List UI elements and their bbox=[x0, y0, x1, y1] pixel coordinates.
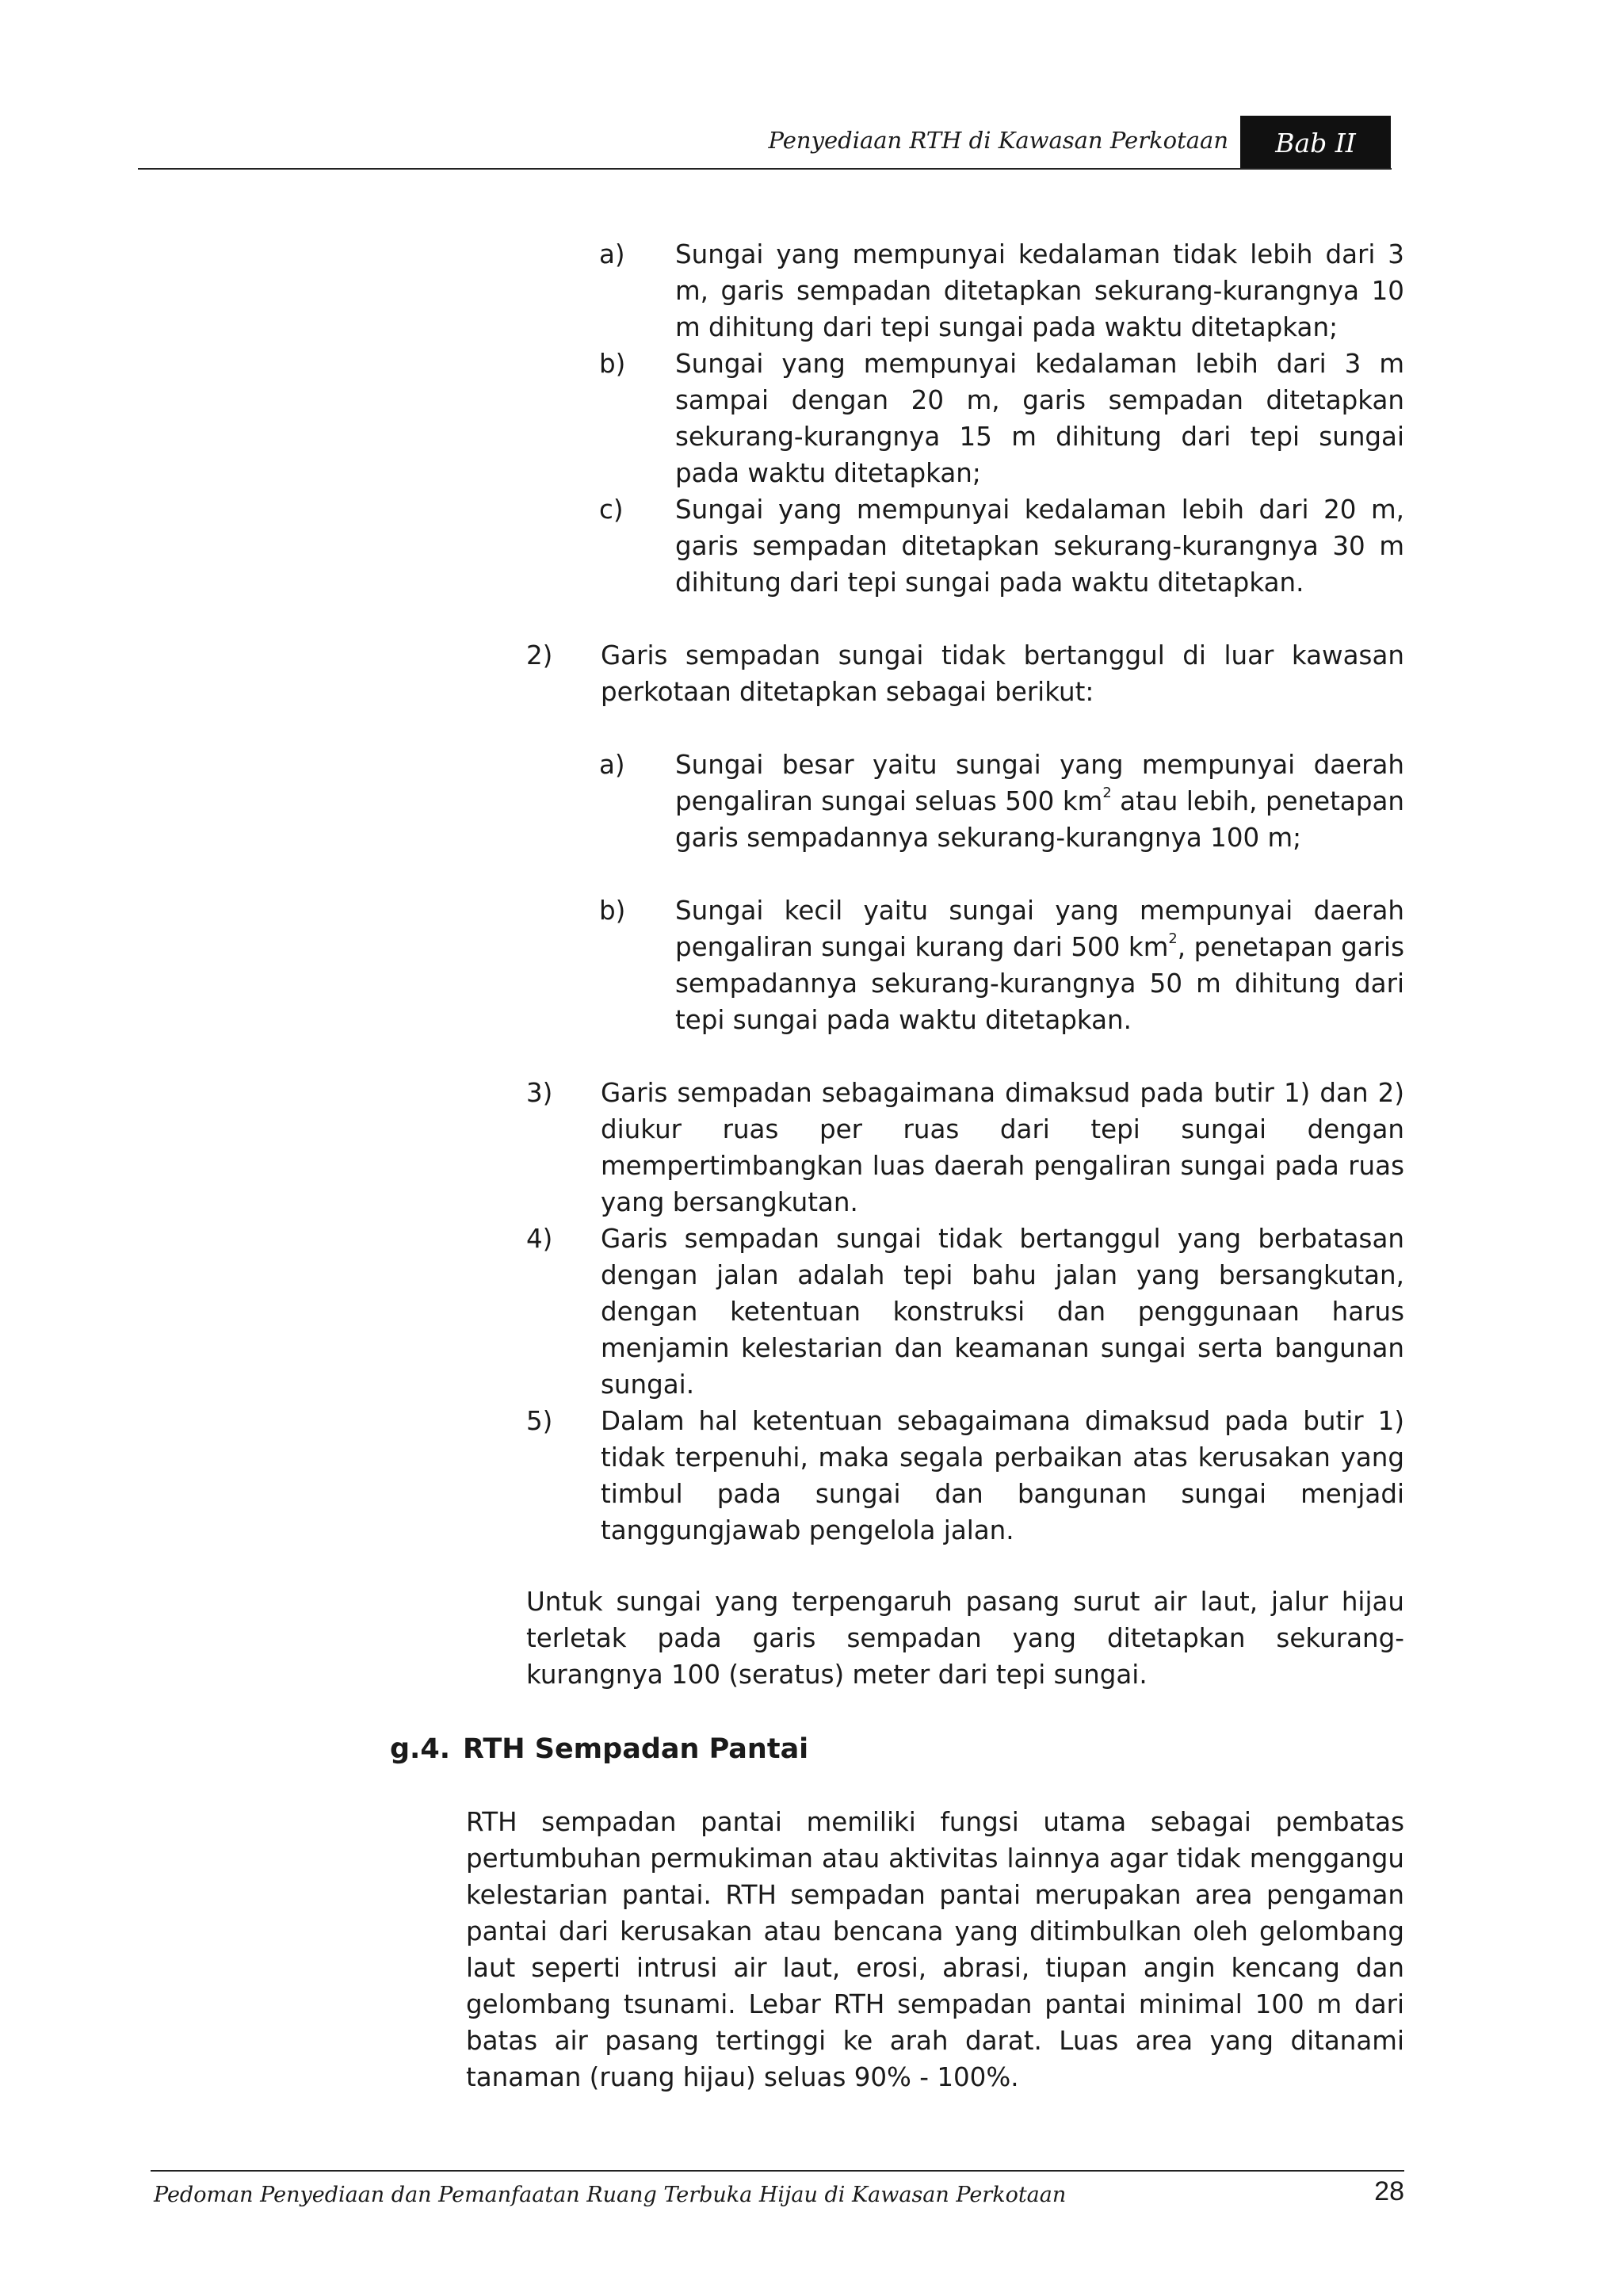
list-label: 2) bbox=[526, 640, 553, 670]
section-title: RTH Sempadan Pantai bbox=[463, 1733, 809, 1765]
section-number: g.4. bbox=[390, 1733, 450, 1765]
list-item-text: Sungai yang mempunyai kedalaman lebih dari 20 m, garis sempadan ditetapkan sekurang-kurangnya 30 m dihitung dari tepi sungai pada waktu ditetapkan. bbox=[675, 495, 1404, 598]
list-item-text: Sungai yang mempunyai kedalaman tidak lebih dari 3 m, garis sempadan ditetapkan sekurang-kurangnya 10 m dihitung dari tepi sungai pada waktu ditetapkan; bbox=[675, 239, 1404, 342]
tidal-paragraph: Untuk sungai yang terpengaruh pasang surut air laut, jalur hijau terletak pada garis sempadan yang ditetapkan sekurang-kurangnya 100 (seratus) meter dari tepi sungai. bbox=[526, 1587, 1404, 1690]
superscript: 2 bbox=[1102, 784, 1112, 801]
running-header-title: Penyediaan RTH di Kawasan Perkotaan bbox=[768, 127, 1228, 154]
list-item-text bbox=[675, 747, 1404, 856]
list-label: 3) bbox=[526, 1078, 553, 1108]
text-segment: , penetapan garis sempadannya sekurang-kurangnya 50 m dihitung dari tepi sungai pada waktu ditetapkan. bbox=[675, 932, 1405, 1035]
list-label: 4) bbox=[526, 1224, 553, 1254]
list-item-text bbox=[675, 892, 1404, 1038]
text-segment: atau lebih, penetapan garis sempadannya sekurang-kurangnya 100 m; bbox=[675, 786, 1404, 853]
list-label: 5) bbox=[526, 1406, 553, 1436]
footer-rule bbox=[151, 2170, 1404, 2172]
list-label: b) bbox=[599, 349, 626, 379]
list-item-text: Sungai yang mempunyai kedalaman lebih dari 3 m sampai dengan 20 m, garis sempadan ditetapkan sekurang-kurangnya 15 m dihitung dari tepi sungai pada waktu ditetapkan; bbox=[675, 349, 1404, 488]
list-label: c) bbox=[599, 495, 624, 525]
text-segment: Sungai kecil yaitu sungai yang mempunyai daerah pengaliran sungai kurang dari 500 km bbox=[675, 896, 1404, 962]
list-label: a) bbox=[599, 750, 625, 780]
list-item-text: Garis sempadan sungai tidak bertanggul yang berbatasan dengan jalan adalah tepi bahu jalan yang bersangkutan, dengan ketentuan konstruksi dan penggunaan harus menjamin kelestarian dan keamanan sungai serta bangunan sungai. bbox=[601, 1224, 1404, 1400]
list-item-text: Dalam hal ketentuan sebagaimana dimaksud pada butir 1) tidak terpenuhi, maka segala perbaikan atas kerusakan yang timbul pada sungai dan bangunan sungai menjadi tanggungjawab pengelola jalan. bbox=[601, 1406, 1404, 1545]
list-label: b) bbox=[599, 896, 626, 926]
footer-title: Pedoman Penyediaan dan Pemanfaatan Ruang Terbuka Hijau di Kawasan Perkotaan bbox=[154, 2183, 1067, 2207]
superscript: 2 bbox=[1168, 930, 1178, 947]
chapter-badge: Bab II bbox=[1240, 116, 1391, 170]
list-item-text: Garis sempadan sebagaimana dimaksud pada butir 1) dan 2) diukur ruas per ruas dari tepi sungai dengan mempertimbangkan luas daerah pengaliran sungai pada ruas yang bersangkutan. bbox=[601, 1078, 1404, 1217]
section-heading bbox=[390, 1731, 808, 1767]
header-rule bbox=[138, 168, 1392, 170]
text-segment: Sungai besar yaitu sungai yang mempunyai daerah pengaliran sungai seluas 500 km bbox=[675, 750, 1404, 816]
page-number: 28 bbox=[1374, 2176, 1404, 2206]
pantai-paragraph: RTH sempadan pantai memiliki fungsi utama sebagai pembatas pertumbuhan permukiman atau aktivitas lainnya agar tidak menggangu kelestarian pantai. RTH sempadan pantai merupakan area pengaman pantai dari kerusakan atau bencana yang ditimbulkan oleh gelombang laut seperti intrusi air laut, erosi, abrasi, tiupan angin kencang dan gelombang tsunami. Lebar RTH sempadan pantai minimal 100 m dari batas air pasang tertinggi ke arah darat. Luas area yang ditanami tanaman (ruang hijau) seluas 90% - 100%. bbox=[466, 1807, 1404, 2092]
list-item-text: Garis sempadan sungai tidak bertanggul di luar kawasan perkotaan ditetapkan sebagai berikut: bbox=[601, 640, 1404, 707]
list-label: a) bbox=[599, 239, 625, 269]
